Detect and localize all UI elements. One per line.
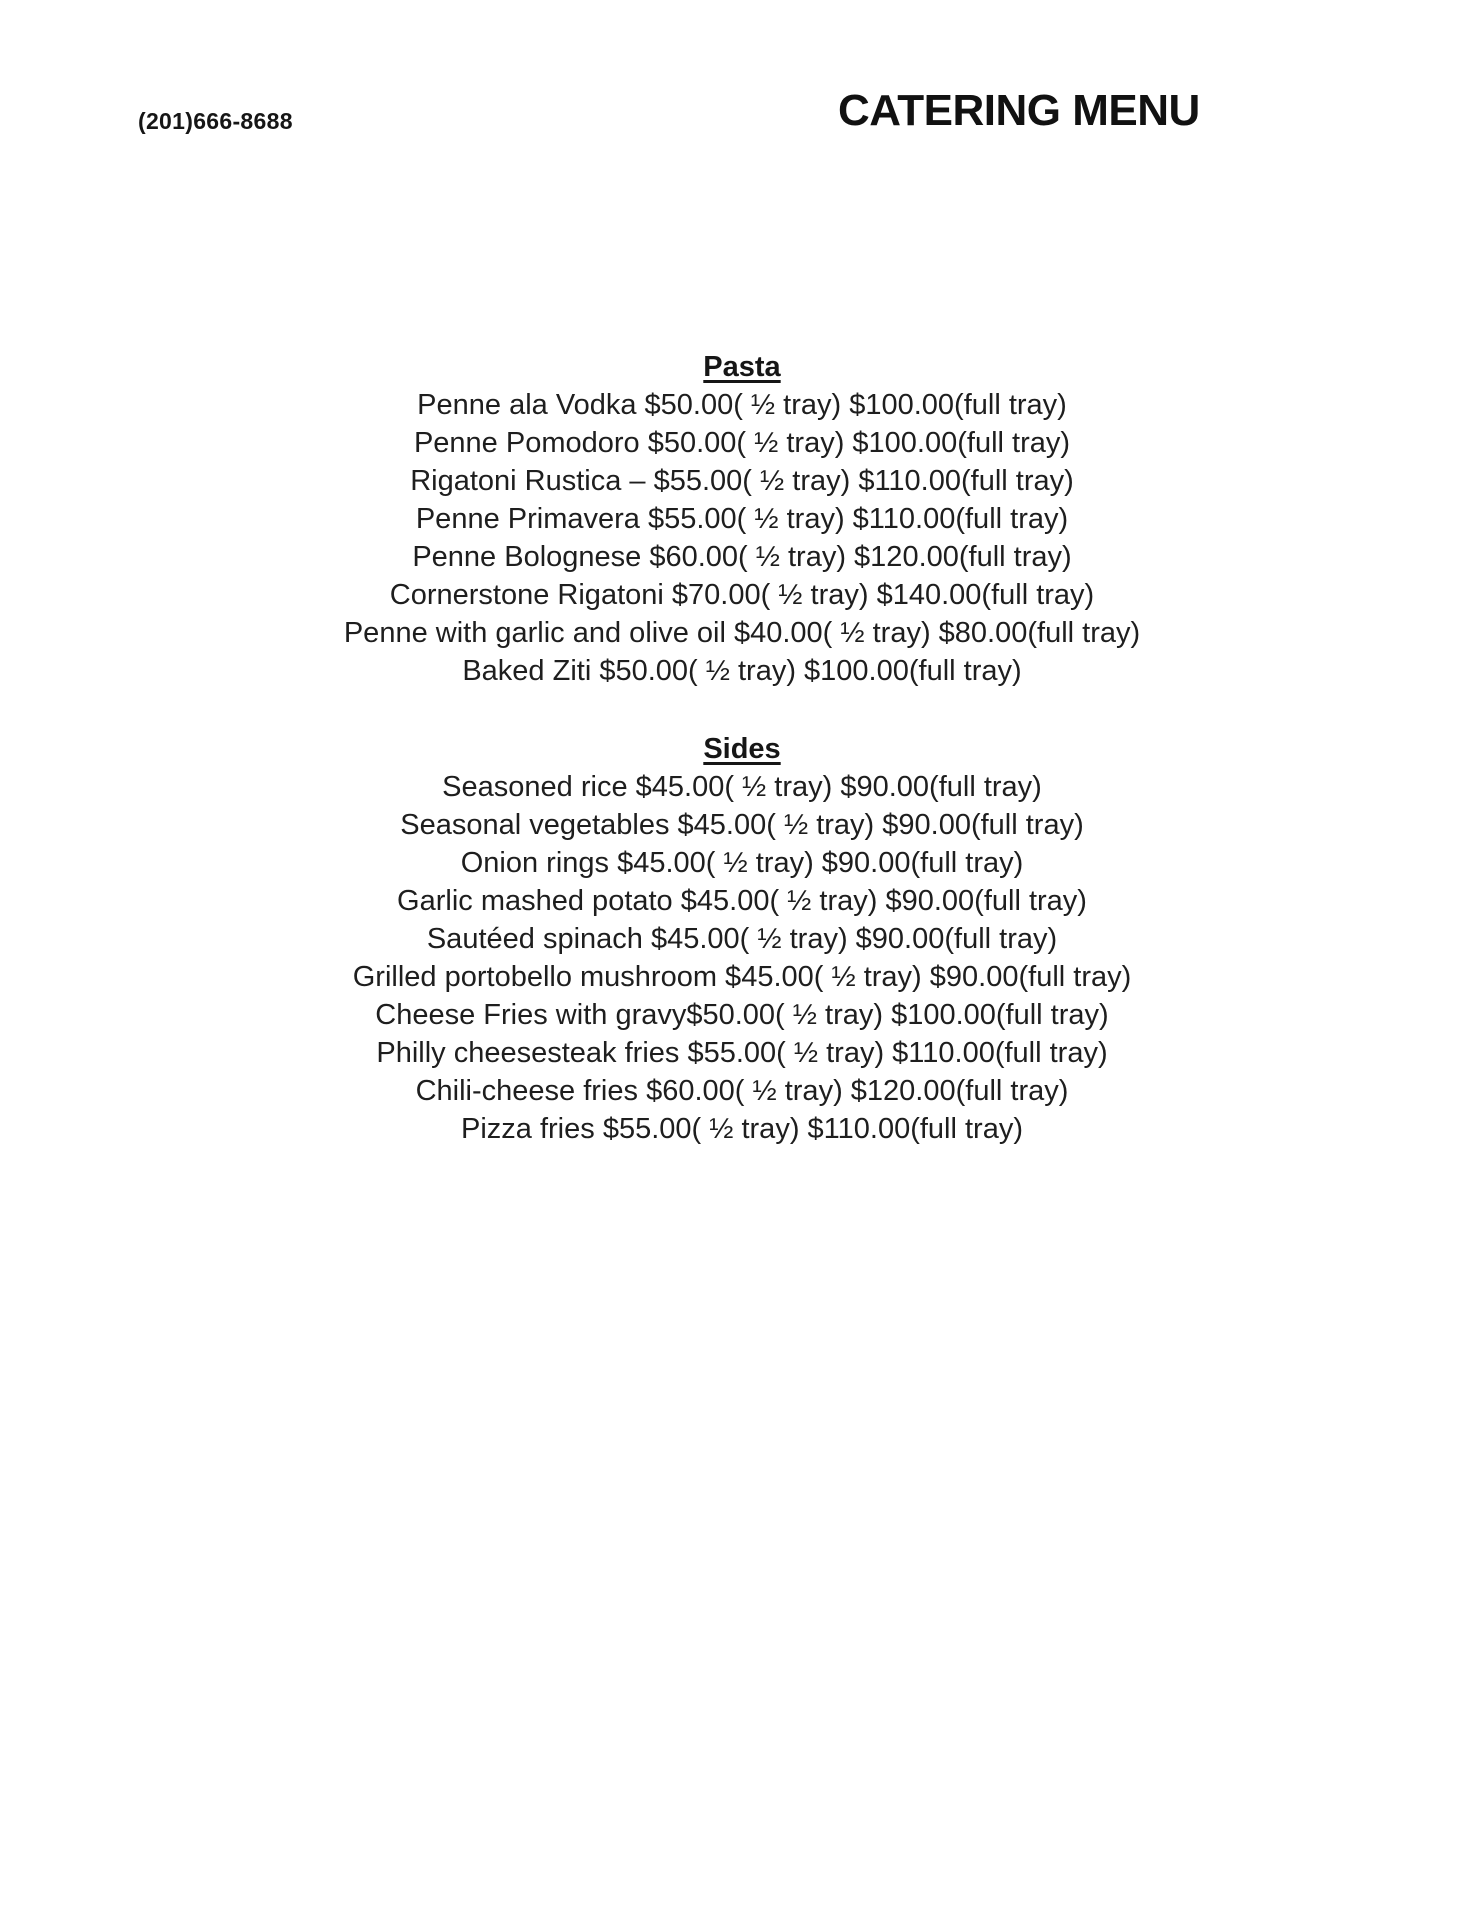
- section-sides: [0, 730, 1484, 1148]
- page-title: CATERING MENU: [838, 86, 1200, 135]
- menu-item: Baked Ziti $50.00( ½ tray) $100.00(full tray): [462, 655, 1022, 687]
- menu-item: Onion rings $45.00( ½ tray) $90.00(full tray): [460, 847, 1024, 879]
- menu-item: Penne ala Vodka $50.00( ½ tray) $100.00(full tray): [417, 389, 1067, 421]
- section-pasta: [0, 348, 1484, 690]
- menu-content: [0, 348, 1484, 1148]
- phone-number: (201)666-8688: [138, 108, 293, 134]
- menu-item: Sautéed spinach $45.00( ½ tray) $90.00(full tray): [426, 923, 1058, 955]
- menu-item: Seasonal vegetables $45.00( ½ tray) $90.00(full tray): [400, 809, 1084, 841]
- section-heading-pasta: Pasta: [703, 351, 781, 383]
- menu-item: Pizza fries $55.00( ½ tray) $110.00(full tray): [461, 1113, 1023, 1145]
- menu-item: Rigatoni Rustica – $55.00( ½ tray) $110.00(full tray): [410, 465, 1074, 497]
- menu-item: Penne with garlic and olive oil $40.00( ½ tray) $80.00(full tray): [343, 617, 1141, 649]
- menu-item: Seasoned rice $45.00( ½ tray) $90.00(full tray): [442, 771, 1042, 803]
- menu-item: Philly cheesesteak fries $55.00( ½ tray) $110.00(full tray): [376, 1037, 1108, 1069]
- section-heading-sides: Sides: [703, 733, 781, 765]
- menu-item: Cheese Fries with gravy$50.00( ½ tray) $100.00(full tray): [375, 999, 1109, 1031]
- menu-item: Penne Primavera $55.00( ½ tray) $110.00(full tray): [415, 503, 1069, 535]
- menu-item: Cornerstone Rigatoni $70.00( ½ tray) $140.00(full tray): [389, 579, 1095, 611]
- menu-item: Chili-cheese fries $60.00( ½ tray) $120.00(full tray): [415, 1075, 1069, 1107]
- menu-item: Grilled portobello mushroom $45.00( ½ tray) $90.00(full tray): [352, 961, 1132, 993]
- menu-item: Garlic mashed potato $45.00( ½ tray) $90.00(full tray): [397, 885, 1087, 917]
- menu-item: Penne Pomodoro $50.00( ½ tray) $100.00(full tray): [413, 427, 1071, 459]
- menu-item: Penne Bolognese $60.00( ½ tray) $120.00(full tray): [412, 541, 1072, 573]
